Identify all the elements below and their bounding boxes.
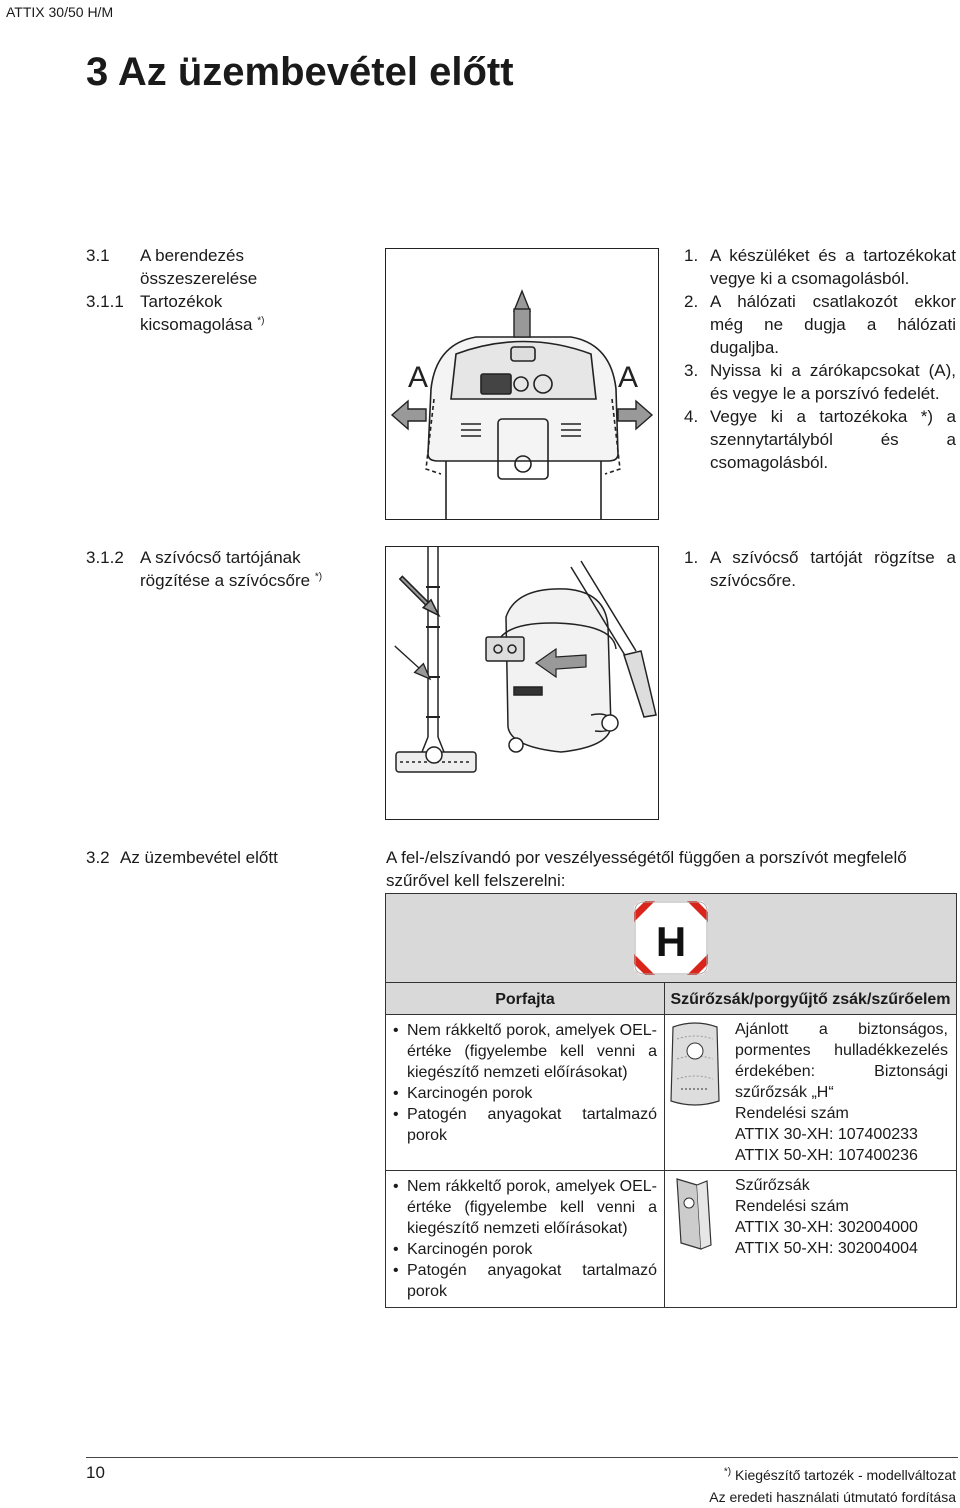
- footer-notes: [709, 1464, 956, 1508]
- unpacking-steps: [684, 244, 956, 474]
- step-number: 4.: [684, 407, 699, 426]
- section-title: Az üzembevétel előtt: [120, 848, 278, 867]
- step-item: [684, 405, 956, 474]
- step-text: A készüléket és a tartozékokat vegye ki a csomagolásból.: [710, 246, 956, 288]
- filter-description: [731, 1171, 956, 1263]
- filter-desc-text: Ajánlott a biztonságos, pormentes hulladékkezelés érdekében: Biztonsági szűrőzsák „H“: [735, 1021, 948, 1101]
- list-item: • Karcinogén porok: [393, 1085, 533, 1102]
- dust-type-list: [387, 1172, 663, 1306]
- step-number: 1.: [684, 548, 699, 567]
- figure-unpacking: [385, 248, 659, 520]
- footnote-marker: *): [257, 315, 265, 327]
- step-text: A szívócső tartóját rögzítse a szívócsőre.: [710, 548, 956, 590]
- footnote-marker: *): [723, 1466, 732, 1478]
- running-header: ATTIX 30/50 H/M: [6, 4, 114, 20]
- filter-table: [385, 893, 957, 1308]
- step-item: [684, 290, 956, 359]
- order-number-label: Rendelési szám: [735, 1198, 849, 1215]
- filter-description: [731, 1015, 956, 1170]
- figure-label-left: A: [408, 361, 429, 394]
- dust-type-list: [387, 1016, 663, 1150]
- intro-paragraph: A fel-/elszívandó por veszélyességétől függően a porszívót megfelelő szűrővel kell felszerelni:: [386, 848, 907, 890]
- filter-desc-text: Szűrőzsák: [735, 1177, 810, 1194]
- hazard-badge-row: [386, 894, 957, 983]
- footnote-marker: *): [314, 571, 323, 583]
- section-title-line: Tartozékok: [140, 292, 223, 311]
- chapter-title: 3 Az üzembevétel előtt: [86, 50, 514, 94]
- part-number: ATTIX 30-XH: 302004000: [735, 1219, 918, 1236]
- section-number: 3.1: [86, 246, 110, 265]
- vacuum-top-illustration: [386, 249, 658, 519]
- part-number: ATTIX 50-XH: 302004004: [735, 1240, 918, 1257]
- section-3-2-heading: [86, 846, 376, 869]
- section-title-line: A berendezés: [140, 246, 244, 265]
- section-number: 3.2: [86, 848, 110, 867]
- section-3-1-2-heading: [86, 546, 376, 592]
- figure-label-right: A: [618, 361, 639, 394]
- section-number: 3.1.2: [86, 548, 124, 567]
- translation-note: Az eredeti használati útmutató fordítása: [709, 1489, 956, 1505]
- step-text: Nyissa ki a zárókapcsokat (A), és vegye le a porszívó fedelét.: [710, 361, 956, 403]
- list-item: • Nem rákkeltő porok, amelyek OEL-értéke (figyelembe kell venni a kiegészítő nemzeti előírásokat): [393, 1178, 657, 1237]
- filter-bag-icon: [667, 1175, 723, 1255]
- step-number: 1.: [684, 246, 699, 265]
- safety-filter-bag-icon: [667, 1019, 723, 1111]
- step-item: [684, 359, 956, 405]
- footer-divider: [86, 1457, 958, 1458]
- footnote-text: Kiegészítő tartozék - modellváltozat: [735, 1467, 956, 1483]
- list-item: • Karcinogén porok: [393, 1241, 533, 1258]
- section-title-line: kicsomagolása: [140, 315, 253, 334]
- step-item: [684, 244, 956, 290]
- list-item: • Patogén anyagokat tartalmazó porok: [393, 1106, 657, 1144]
- section-title-line: A szívócső tartójának: [140, 548, 301, 567]
- list-item: • Patogén anyagokat tartalmazó porok: [393, 1262, 657, 1300]
- step-number: 2.: [684, 292, 699, 311]
- page-number: 10: [86, 1463, 105, 1482]
- table-row: [386, 1015, 957, 1171]
- table-row: [386, 1171, 957, 1308]
- part-number: ATTIX 30-XH: 107400233: [735, 1126, 918, 1143]
- order-number-label: Rendelési szám: [735, 1105, 849, 1122]
- column-header-filter: Szűrőzsák/porgyűjtő zsák/szűrőelem: [665, 983, 957, 1015]
- section-number: 3.1.1: [86, 292, 124, 311]
- figure-tube-holder: [385, 546, 659, 820]
- list-item: • Nem rákkeltő porok, amelyek OEL-értéke (figyelembe kell venni a kiegészítő nemzeti előírásokat): [393, 1022, 657, 1081]
- column-header-dust-type: Porfajta: [386, 983, 665, 1015]
- step-text: Vegye ki a tartozékoka *) a szennytartályból és a csomagolásból.: [710, 407, 956, 472]
- vacuum-tube-illustration: [386, 547, 658, 819]
- hazard-class-h-icon: [634, 901, 708, 975]
- step-text: A hálózati csatlakozót ekkor még ne dugja a hálózati dugaljba.: [710, 292, 956, 357]
- step-number: 3.: [684, 361, 699, 380]
- part-number: ATTIX 50-XH: 107400236: [735, 1147, 918, 1164]
- table-header-row: [386, 983, 957, 1015]
- hazard-class-letter: H: [655, 918, 687, 965]
- tube-holder-steps: [684, 546, 956, 592]
- section-3-1-heading: [86, 244, 376, 336]
- step-item: [684, 546, 956, 592]
- section-title-line: összeszerelése: [140, 269, 258, 288]
- section-title-line: rögzítése a szívócsőre: [140, 571, 311, 590]
